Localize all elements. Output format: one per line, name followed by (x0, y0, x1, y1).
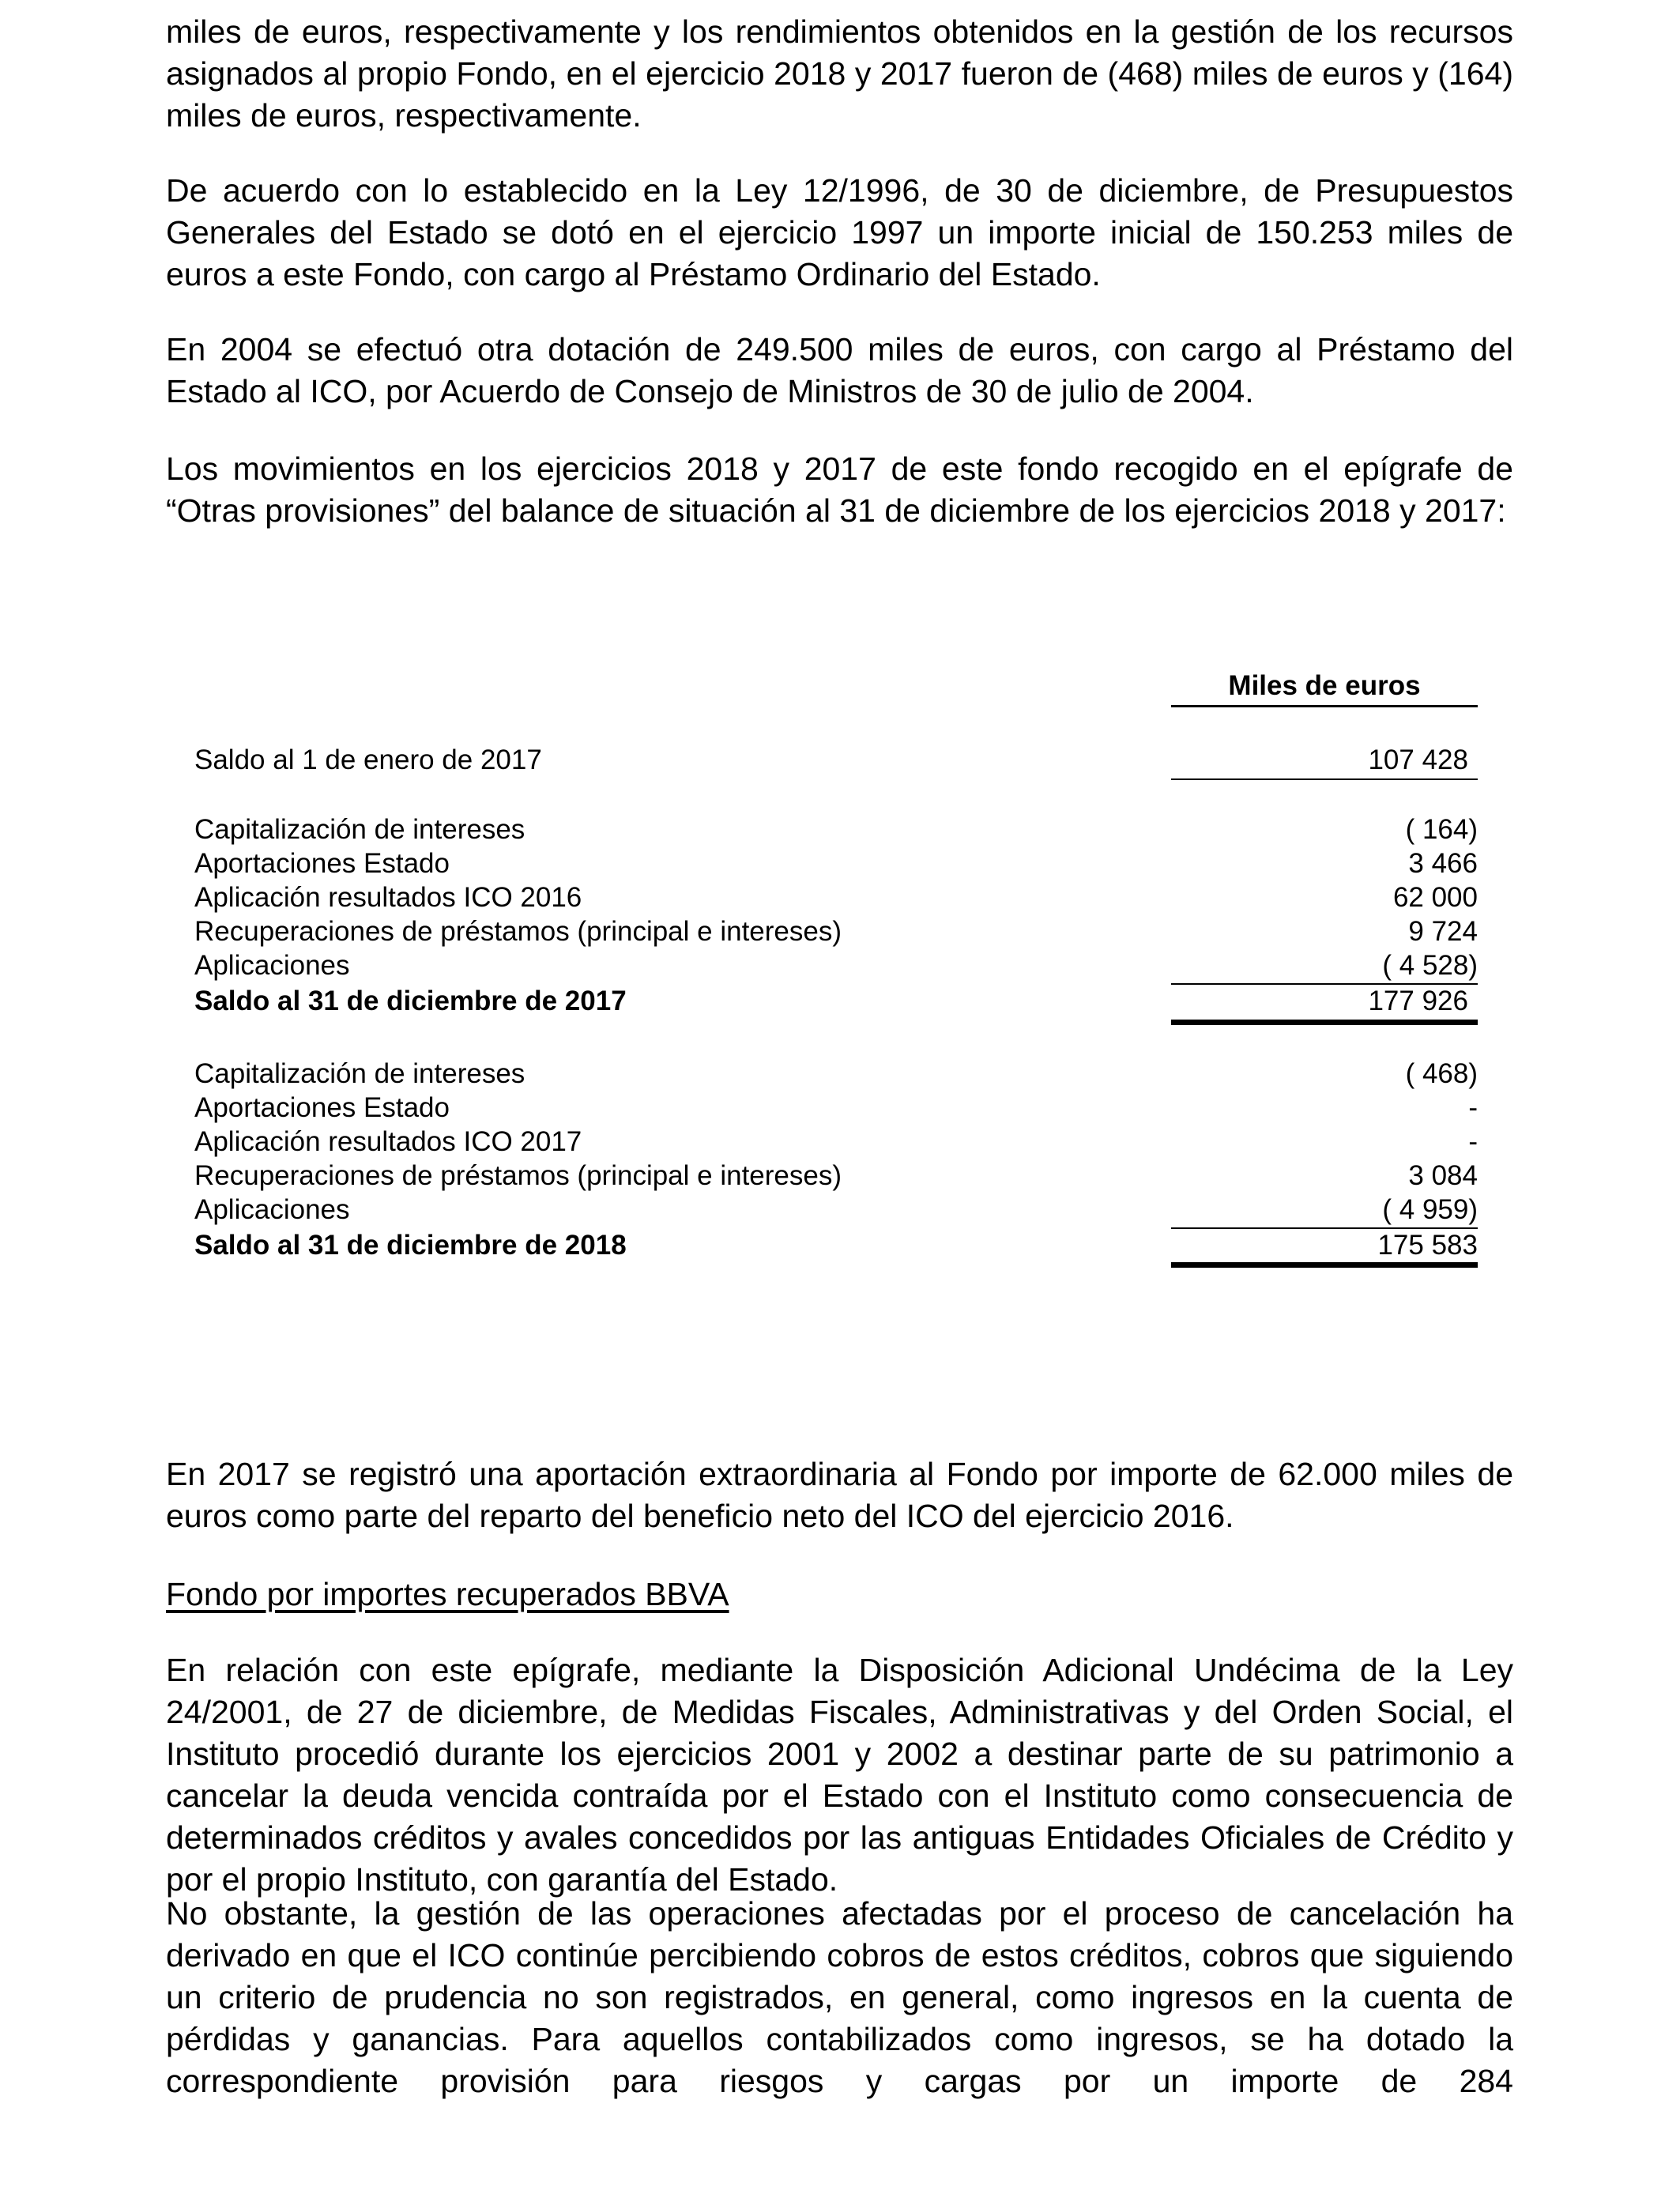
table-row (194, 1057, 1478, 1091)
row-label: Aplicación resultados ICO 2016 (194, 882, 582, 913)
table-header-miles-de-euros: Miles de euros (1228, 670, 1421, 701)
opening-underline (1171, 778, 1478, 780)
row-label: Saldo al 31 de diciembre de 2017 (194, 986, 627, 1016)
row-label: Capitalización de intereses (194, 814, 525, 845)
row-value: 3 466 (1408, 848, 1478, 879)
header-underline (1171, 705, 1478, 707)
paragraph-disposicion-adicional: En relación con este epígrafe, mediante la Disposición Adicional Undécima de la Ley 24/2001, de 27 de diciembre, de Medidas Fiscales, Administrativas y del Orden Social, el Instituto procedió durante los ejercicios 2001 y 2002 a destinar parte de su patrimonio a cancelar la deuda vencida contraída por el Estado con el Instituto como consecuencia de determinados créditos y avales concedidos por las antiguas Entidades Oficiales de Crédito y por el propio Instituto, con garantía del Estado. (166, 1652, 1513, 1898)
row-value: ( 164) (1405, 814, 1478, 845)
table-row (194, 846, 1478, 880)
row-label: Saldo al 1 de enero de 2017 (194, 745, 542, 775)
paragraph-no-obstante: No obstante, la gestión de las operaciones afectadas por el proceso de cancelación ha derivado en que el ICO continúe percibiendo cobros de estos créditos, cobros que siguiendo un criterio de prudencia no son registrados, en general, como ingresos en la cuenta de pérdidas y ganancias. Para aquellos contabilizados como ingresos, se ha dotado la correspondiente provisión para riesgos y cargas por un importe de 284 (166, 1895, 1513, 2099)
table-row (194, 880, 1478, 914)
row-value: 175 583 (1377, 1230, 1478, 1261)
table-row (194, 812, 1478, 846)
row-value: 9 724 (1408, 916, 1478, 947)
row-value: 177 926 (1368, 986, 1468, 1016)
row-label: Aplicaciones (194, 950, 350, 981)
paragraph-dotacion-2004: En 2004 se efectuó otra dotación de 249.500 miles de euros, con cargo al Préstamo del Estado al ICO, por Acuerdo de Consejo de Ministros de 30 de julio de 2004. (166, 331, 1513, 409)
table-row (194, 1091, 1478, 1125)
paragraph-movimientos-intro: Los movimientos en los ejercicios 2018 y 2017 de este fondo recogido en el epígrafe de “Otras provisiones” del balance de situación al 31 de diciembre de los ejercicios 2018 y 2017: (166, 450, 1513, 529)
row-value: 107 428 (1368, 745, 1468, 775)
row-value: 62 000 (1392, 882, 1478, 913)
row-label: Recuperaciones de préstamos (principal e intereses) (194, 916, 842, 947)
row-label: Saldo al 31 de diciembre de 2018 (194, 1230, 627, 1261)
paragraph-ley-12-1996: De acuerdo con lo establecido en la Ley 12/1996, de 30 de diciembre, de Presupuestos Generales del Estado se dotó en el ejercicio 1997 un importe inicial de 150.253 miles de euros a este Fondo, con cargo al Préstamo Ordinario del Estado. (166, 172, 1513, 292)
row-value: - (1468, 1092, 1478, 1123)
row-label: Aplicaciones (194, 1194, 350, 1225)
row-value: 3 084 (1408, 1160, 1478, 1191)
total-double-rule-2018 (1171, 1262, 1478, 1268)
section-heading-fondo-bbva: Fondo por importes recuperados BBVA (166, 1576, 729, 1612)
row-label: Capitalización de intereses (194, 1058, 525, 1089)
table-row-total-2018 (194, 1228, 1478, 1262)
row-label: Aplicación resultados ICO 2017 (194, 1126, 582, 1157)
row-value: ( 468) (1405, 1058, 1478, 1089)
paragraph-rendimientos: miles de euros, respectivamente y los rendimientos obtenidos en la gestión de los recursos asignados al propio Fondo, en el ejercicio 2018 y 2017 fueron de (468) miles de euros y (164) miles de euros, respectivamente. (166, 13, 1513, 134)
row-label: Aportaciones Estado (194, 848, 450, 879)
table-row (194, 1193, 1478, 1227)
row-value: ( 4 959) (1382, 1194, 1478, 1225)
table-row-total-2017 (194, 984, 1478, 1018)
row-value: - (1468, 1126, 1478, 1157)
table-row (194, 1125, 1478, 1159)
row-label: Aportaciones Estado (194, 1092, 450, 1123)
row-value: ( 4 528) (1382, 950, 1478, 981)
table-row (194, 948, 1478, 982)
paragraph-aportacion-extraordinaria: En 2017 se registró una aportación extraordinaria al Fondo por importe de 62.000 miles de euros como parte del reparto del beneficio neto del ICO del ejercicio 2016. (166, 1456, 1513, 1534)
table-row (194, 914, 1478, 948)
row-label: Recuperaciones de préstamos (principal e intereses) (194, 1160, 842, 1191)
table-row (194, 1159, 1478, 1193)
table-row-opening (194, 743, 1478, 777)
total-double-rule-2017 (1171, 1020, 1478, 1025)
